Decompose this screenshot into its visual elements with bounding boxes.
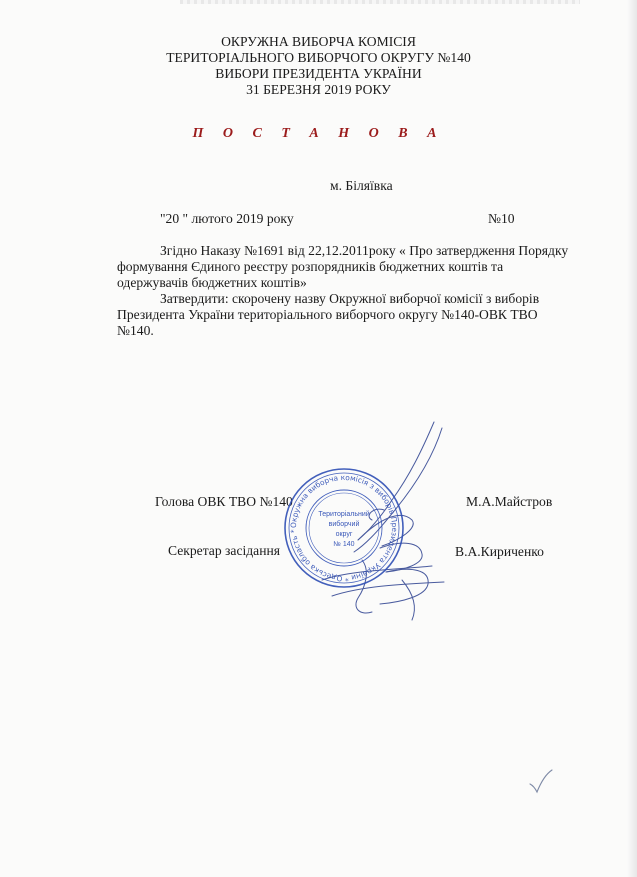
body-line: Згідно Наказу №1691 від 22,12.2011року « Про затвердження Порядку (160, 243, 569, 258)
official-stamp (282, 466, 406, 590)
document-type-title: П О С Т А Н О В А (192, 126, 445, 141)
head-name: М.А.Майстров (466, 494, 553, 509)
stamp-center-line: № 140 (333, 541, 355, 548)
stamp-ring-text: Окружна виборча комісія з виборів Президента України * Одеська область * (288, 472, 400, 584)
place: м. Біляївка (330, 178, 393, 193)
header-line-2: ТЕРИТОРІАЛЬНОГО ВИБОРЧОГО ОКРУГУ №140 (166, 50, 471, 65)
body-line: одержувачів бюджетних коштів» (117, 275, 307, 290)
secretary-name: В.А.Кириченко (455, 544, 544, 559)
document-number: №10 (488, 211, 515, 226)
body-line: формування Єдиного реєстру розпорядників бюджетних коштів та (117, 259, 504, 274)
body-line: №140. (117, 323, 154, 338)
head-title: Голова ОВК ТВО №140 (155, 494, 293, 509)
stamp-center-line: Територіальний (318, 511, 370, 518)
scan-top-strip (180, 0, 580, 4)
header-line-4: 31 БЕРЕЗНЯ 2019 РОКУ (246, 82, 391, 97)
stamp-center-line: округ (335, 531, 353, 538)
body-line: Затвердити: скорочену назву Окружної виборчої комісії з виборів (160, 291, 540, 306)
header-line-3: ВИБОРИ ПРЕЗИДЕНТА УКРАЇНИ (215, 66, 422, 81)
secretary-title: Секретар засідання (168, 543, 281, 558)
stamp-center-line: виборчий (328, 521, 360, 528)
document-date: "20 " лютого 2019 року (160, 211, 294, 226)
check-mark-icon (528, 768, 554, 794)
header-line-1: ОКРУЖНА ВИБОРЧА КОМІСІЯ (221, 34, 416, 49)
body-line: Президента України територіального виборчого округу №140-ОВК ТВО (117, 307, 538, 322)
